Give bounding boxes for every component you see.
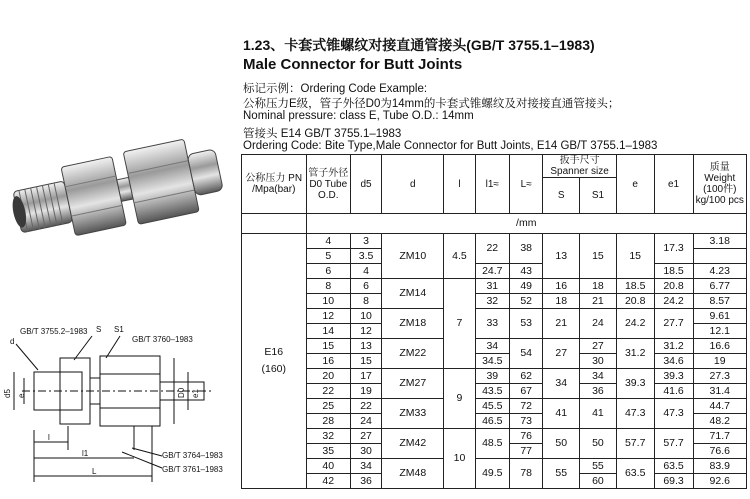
cell-w: 44.7: [693, 399, 746, 414]
cell-D0: 16: [306, 354, 350, 369]
cell-D0: 32: [306, 429, 350, 444]
table-row: [242, 459, 747, 474]
cell-e1: 31.2: [654, 339, 693, 354]
cell-L: 38: [510, 234, 543, 264]
cell-w: 12.1: [693, 324, 746, 339]
cell-D0: 8: [306, 279, 350, 294]
cell-S1: 36: [580, 384, 617, 399]
cell-l1: 34: [475, 339, 509, 354]
cell-D0: 20: [306, 369, 350, 384]
cell-S: 34: [543, 369, 580, 399]
ordering-code: Ordering Code: Bite Type,Male Connector for Butt Joints, E14 GB/T 3755.1–1983: [243, 140, 658, 152]
cell-D0: 25: [306, 399, 350, 414]
table-row: [242, 279, 747, 294]
cell-D0: 15: [306, 339, 350, 354]
cell-e: 20.8: [616, 294, 654, 309]
cell-S: 55: [543, 459, 580, 489]
cell-S1: 34: [580, 369, 617, 384]
cell-e: 57.7: [616, 429, 654, 459]
cell-L: 76: [510, 429, 543, 444]
cell-e1: 63.5: [654, 459, 693, 474]
cell-l1: 45.5: [475, 399, 509, 414]
cell-l: 9: [444, 369, 475, 429]
cell-S: 50: [543, 429, 580, 459]
s-label: S: [96, 325, 102, 334]
s1-label: S1: [114, 325, 124, 334]
cell-d5: 4: [350, 264, 381, 279]
cell-e1: 27.7: [654, 309, 693, 339]
cell-l1: 34.5: [475, 354, 509, 369]
cell-d5: 24: [350, 414, 381, 429]
cell-e1: 39.3: [654, 369, 693, 384]
cell-w: 92.6: [693, 474, 746, 489]
cell-d5: 36: [350, 474, 381, 489]
unit-pn-spacer: [242, 214, 307, 234]
cell-e1: 47.3: [654, 399, 693, 429]
e-label: e: [17, 393, 26, 398]
cell-e1: 69.3: [654, 474, 693, 489]
cell-D0: 14: [306, 324, 350, 339]
table-row: [242, 399, 747, 414]
cell-D0: 42: [306, 474, 350, 489]
table-row: [242, 384, 747, 399]
cell-e: 31.2: [616, 339, 654, 369]
header-weight: 质量 Weight (100件) kg/100 pcs: [693, 155, 746, 214]
cell-d5: 15: [350, 354, 381, 369]
cell-d: ZM18: [382, 309, 444, 339]
cell-d: ZM48: [382, 459, 444, 489]
cell-e1: 24.2: [654, 294, 693, 309]
cell-e1: 20.8: [654, 279, 693, 294]
cell-S: 18: [543, 294, 580, 309]
header-l1: l1≈: [475, 155, 509, 214]
d5-label: d5: [3, 389, 12, 398]
cell-L: 49: [510, 279, 543, 294]
cell-w: 71.7: [693, 429, 746, 444]
cell-l1: 46.5: [475, 414, 509, 429]
table-row: [242, 339, 747, 354]
cell-S: 27: [543, 339, 580, 369]
cell-e1: 34.6: [654, 354, 693, 369]
cell-w: 8.57: [693, 294, 746, 309]
cell-D0: 40: [306, 459, 350, 474]
header-S: S: [543, 178, 580, 214]
product-photo: [8, 130, 230, 260]
cell-d: ZM14: [382, 279, 444, 309]
cell-w: 76.6: [693, 444, 746, 459]
cell-l1: 43.5: [475, 384, 509, 399]
header-d0: 管子外径 D0 Tube O.D.: [306, 155, 350, 214]
cell-L: 78: [510, 459, 543, 489]
cell-w: 27.3: [693, 369, 746, 384]
header-d: d: [382, 155, 444, 214]
cell-S1: 24: [580, 309, 617, 339]
cell-S1: 60: [580, 474, 617, 489]
cell-e1: 57.7: [654, 429, 693, 459]
std-label-3: GB/T 3764–1983: [162, 451, 223, 460]
cell-l: 7: [444, 279, 475, 369]
cell-L: 54: [510, 339, 543, 369]
cell-S: 41: [543, 399, 580, 429]
cell-d: ZM22: [382, 339, 444, 369]
l1-label: l1: [82, 449, 89, 458]
cell-D0: 5: [306, 249, 350, 264]
pressure-bar: (160): [261, 363, 286, 375]
cell-D0: 35: [306, 444, 350, 459]
cell-L: 52: [510, 294, 543, 309]
cell-D0: 12: [306, 309, 350, 324]
pressure-class: E16: [264, 346, 284, 358]
cell-w: 4.23: [693, 264, 746, 279]
cell-D0: 28: [306, 414, 350, 429]
cell-D0: 22: [306, 384, 350, 399]
cell-d: ZM42: [382, 429, 444, 459]
cell-d: ZM10: [382, 234, 444, 279]
cell-d5: 3.5: [350, 249, 381, 264]
cell-w: 31.4: [693, 384, 746, 399]
cell-S1: 15: [580, 234, 617, 279]
table-row: [242, 294, 747, 309]
header-e1: e1: [654, 155, 693, 214]
L-label: L: [92, 467, 97, 476]
cell-w: 9.61: [693, 309, 746, 324]
std-label-1: GB/T 3755.2–1983: [20, 327, 88, 336]
ordering-example-label: 标记示例：Ordering Code Example:: [243, 83, 428, 95]
header-e: e: [616, 155, 654, 214]
cell-S1: 18: [580, 279, 617, 294]
cell-L: 43: [510, 264, 543, 279]
cell-d5: 19: [350, 384, 381, 399]
cell-S1: 27: [580, 339, 617, 354]
cell-w: 6.77: [693, 279, 746, 294]
cell-L: 53: [510, 309, 543, 339]
cell-d5: 8: [350, 294, 381, 309]
title-english: Male Connector for Butt Joints: [243, 56, 463, 73]
cell-d5: 12: [350, 324, 381, 339]
cell-l: 4.5: [444, 234, 475, 279]
cell-d5: 30: [350, 444, 381, 459]
cell-l1: 24.7: [475, 264, 509, 279]
unit-row: /mm: [306, 214, 747, 234]
cell-d5: 17: [350, 369, 381, 384]
cell-L: 73: [510, 414, 543, 429]
e1-label: e1: [191, 389, 200, 398]
cell-e1: 41.6: [654, 384, 693, 399]
example-chinese: 公称压力E级，管子外径D0为14mm的卡套式锥螺纹及对接接直通管接头；: [243, 98, 620, 110]
cell-d5: 27: [350, 429, 381, 444]
cell-S: 13: [543, 234, 580, 279]
cell-e: 39.3: [616, 369, 654, 399]
technical-drawing: [2, 322, 238, 494]
cell-e1: 18.5: [654, 264, 693, 279]
cell-S1: 21: [580, 294, 617, 309]
cell-w: [693, 249, 746, 264]
table-row: [242, 309, 747, 324]
cell-l1: 39: [475, 369, 509, 384]
std-label-4: GB/T 3761–1983: [162, 465, 223, 474]
cell-e: 15: [616, 234, 654, 279]
cell-d: ZM27: [382, 369, 444, 399]
cell-w: 16.6: [693, 339, 746, 354]
title-chinese: 1.23、卡套式锥螺纹对接直通管接头(GB/T 3755.1–1983): [243, 37, 595, 53]
header-S1: S1: [580, 178, 617, 214]
cell-l1: 31: [475, 279, 509, 294]
header-d5: d5: [350, 155, 381, 214]
cell-e: 18.5: [616, 279, 654, 294]
cell-S: 16: [543, 279, 580, 294]
cell-D0: 6: [306, 264, 350, 279]
cell-d5: 6: [350, 279, 381, 294]
cell-L: 62: [510, 369, 543, 384]
cell-e1: 17.3: [654, 234, 693, 264]
cell-L: 77: [510, 444, 543, 459]
table-row: [242, 264, 747, 279]
d0-label: D0: [177, 387, 186, 398]
cell-L: 72: [510, 399, 543, 414]
header-pn: 公称压力 PN /Mpa(bar): [242, 155, 307, 214]
cell-d5: 3: [350, 234, 381, 249]
cell-w: 3.18: [693, 234, 746, 249]
cell-w: 48.2: [693, 414, 746, 429]
example-english: Nominal pressure: class E, Tube O.D.: 14mm: [243, 110, 474, 122]
table-row: [242, 234, 747, 249]
cell-D0: 10: [306, 294, 350, 309]
cell-d5: 13: [350, 339, 381, 354]
d-label: d: [10, 337, 15, 346]
cell-e: 24.2: [616, 309, 654, 339]
table-row: [242, 369, 747, 384]
cell-S1: 30: [580, 354, 617, 369]
header-spanner: 扳手尺寸 Spanner size: [543, 155, 616, 178]
cell-S1: 55: [580, 459, 617, 474]
cell-d5: 22: [350, 399, 381, 414]
cell-d: ZM33: [382, 399, 444, 429]
cell-l: 10: [444, 429, 475, 489]
cell-l1: 22: [475, 234, 509, 264]
cell-l1: 33: [475, 309, 509, 339]
cell-w: 83.9: [693, 459, 746, 474]
header-L: L≈: [510, 155, 543, 214]
cell-S1: 50: [580, 429, 617, 459]
cell-w: 19: [693, 354, 746, 369]
header-l: l: [444, 155, 475, 214]
cell-d5: 10: [350, 309, 381, 324]
cell-L: 67: [510, 384, 543, 399]
table-row: [242, 429, 747, 444]
cell-e: 47.3: [616, 399, 654, 429]
cell-e: 63.5: [616, 459, 654, 489]
cell-l1: 49.5: [475, 459, 509, 489]
code-line: 管接头 E14 GB/T 3755.1–1983: [243, 128, 402, 140]
cell-D0: 4: [306, 234, 350, 249]
cell-l1: 48.5: [475, 429, 509, 459]
l-label: l: [48, 433, 50, 442]
cell-S1: 41: [580, 399, 617, 429]
cell-l1: 32: [475, 294, 509, 309]
cell-S: 21: [543, 309, 580, 339]
table-row: [242, 354, 747, 369]
cell-d5: 34: [350, 459, 381, 474]
pressure-cell: [242, 234, 307, 489]
std-label-2: GB/T 3760–1983: [132, 335, 193, 344]
spec-table: [241, 154, 747, 489]
